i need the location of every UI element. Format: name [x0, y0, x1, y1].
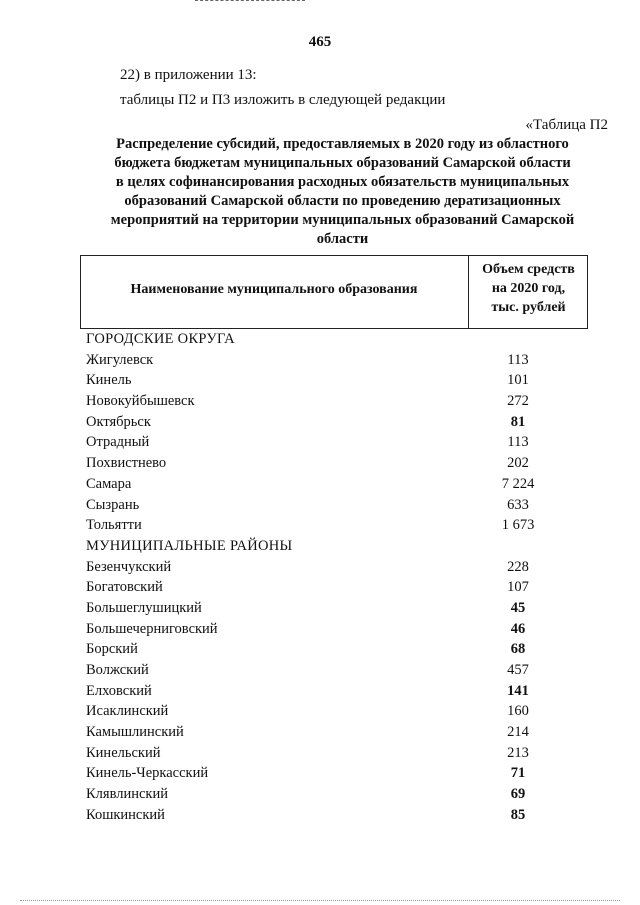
municipality-name: Похвистнево: [86, 455, 167, 472]
intro-line-2: таблицы П2 и П3 изложить в следующей редакции: [120, 92, 446, 108]
subsidy-amount: 46: [510, 620, 526, 637]
table-row: [0, 413, 640, 434]
page-number: 465: [308, 34, 332, 50]
table-row: [0, 475, 640, 496]
table-row: [0, 806, 640, 827]
table-label: «Таблица П2: [525, 117, 608, 133]
table-title: [90, 135, 595, 249]
table-row: [0, 454, 640, 475]
municipality-name: Камышлинский: [86, 724, 184, 741]
table-row: [0, 682, 640, 703]
table-row: [0, 702, 640, 723]
table-row: [0, 640, 640, 661]
table-row: [0, 764, 640, 785]
subsidy-amount: 68: [510, 641, 526, 658]
municipality-name: Большеглушицкий: [86, 599, 202, 616]
intro-line-1: 22) в приложении 13:: [120, 67, 257, 83]
subsidy-amount: 7 224: [501, 475, 535, 492]
subsidy-amount: 85: [510, 806, 526, 823]
subsidy-amount: 101: [507, 372, 529, 389]
municipality-name: Октябрьск: [86, 413, 151, 430]
subsidy-amount: 107: [507, 579, 529, 596]
table-body: [0, 330, 640, 827]
municipality-name: Новокуйбышевск: [86, 393, 195, 410]
subsidy-amount: 81: [510, 413, 526, 430]
subsidy-amount: 69: [510, 786, 526, 803]
municipality-name: Кинель-Черкасский: [86, 765, 209, 782]
subsidy-amount: 228: [507, 558, 529, 575]
municipality-name: Жигулевск: [86, 351, 154, 368]
municipality-name: Кошкинский: [86, 806, 165, 823]
table-row: [0, 351, 640, 372]
table-row: [0, 516, 640, 537]
municipality-name: Большечерниговский: [86, 620, 218, 637]
table-row: [0, 558, 640, 579]
municipality-name: Клявлинский: [86, 786, 168, 803]
municipality-name: Кинельский: [86, 744, 161, 761]
table-row: [0, 723, 640, 744]
table-row: [0, 371, 640, 392]
municipality-name: Безенчукский: [86, 558, 172, 575]
header-amount-line: тыс. рублей: [491, 300, 566, 315]
subsidy-amount: 272: [507, 393, 529, 410]
subsidy-amount: 160: [507, 703, 529, 720]
table-row: [0, 661, 640, 682]
header-amount-column: [469, 260, 588, 317]
scan-artifact-top: [195, 0, 305, 3]
title-line: бюджета бюджетам муниципальных образований Самарской области: [114, 155, 571, 171]
table-row: [0, 785, 640, 806]
subsidy-amount: 202: [507, 455, 529, 472]
municipality-name: Богатовский: [86, 579, 163, 596]
municipality-name: Самара: [86, 475, 132, 492]
title-line: образований Самарской области по проведению дератизационных: [124, 193, 561, 209]
municipality-name: Сызрань: [86, 496, 140, 513]
table-row: [0, 578, 640, 599]
title-line: в целях софинансирования расходных обязательств муниципальных: [115, 174, 570, 190]
section-heading: МУНИЦИПАЛЬНЫЕ РАЙОНЫ: [86, 537, 293, 554]
subsidy-amount: 141: [507, 682, 529, 699]
table-row: [0, 599, 640, 620]
municipality-name: Тольятти: [86, 517, 142, 534]
subsidy-amount: 457: [507, 662, 529, 678]
municipality-name: Кинель: [86, 372, 132, 389]
table-row: [0, 433, 640, 454]
header-amount-line: Объем средств: [482, 262, 575, 277]
section-heading: ГОРОДСКИЕ ОКРУГА: [86, 331, 235, 347]
title-line: Распределение субсидий, предоставляемых в 2020 году из областного: [116, 136, 569, 152]
municipality-name: Исаклинский: [86, 703, 169, 720]
table-row: [0, 620, 640, 641]
subsidy-amount: 213: [507, 744, 529, 761]
title-line: области: [316, 231, 369, 247]
municipality-name: Волжский: [86, 662, 149, 678]
municipality-name: Елховский: [86, 682, 152, 699]
table-row: [0, 744, 640, 765]
subsidy-amount: 1 673: [501, 517, 535, 534]
section-heading-row: [0, 537, 640, 558]
section-heading-row: [0, 330, 640, 351]
table-row: [0, 392, 640, 413]
subsidy-amount: 113: [507, 434, 529, 451]
header-name-column: Наименование муниципального образования: [130, 282, 418, 297]
municipality-name: Борский: [86, 641, 138, 658]
subsidy-amount: 113: [507, 351, 529, 368]
table-row: [0, 496, 640, 517]
subsidy-amount: 214: [507, 724, 529, 741]
header-amount-line: на 2020 год,: [491, 281, 566, 296]
subsidy-amount: 71: [510, 765, 526, 782]
municipality-name: Отрадный: [86, 434, 150, 451]
subsidy-amount: 45: [510, 599, 526, 616]
table-header: [80, 255, 588, 329]
scan-artifact-bottom: [20, 900, 620, 901]
title-line: мероприятий на территории муниципальных образований Самарской: [110, 212, 575, 228]
subsidy-amount: 633: [507, 496, 529, 513]
